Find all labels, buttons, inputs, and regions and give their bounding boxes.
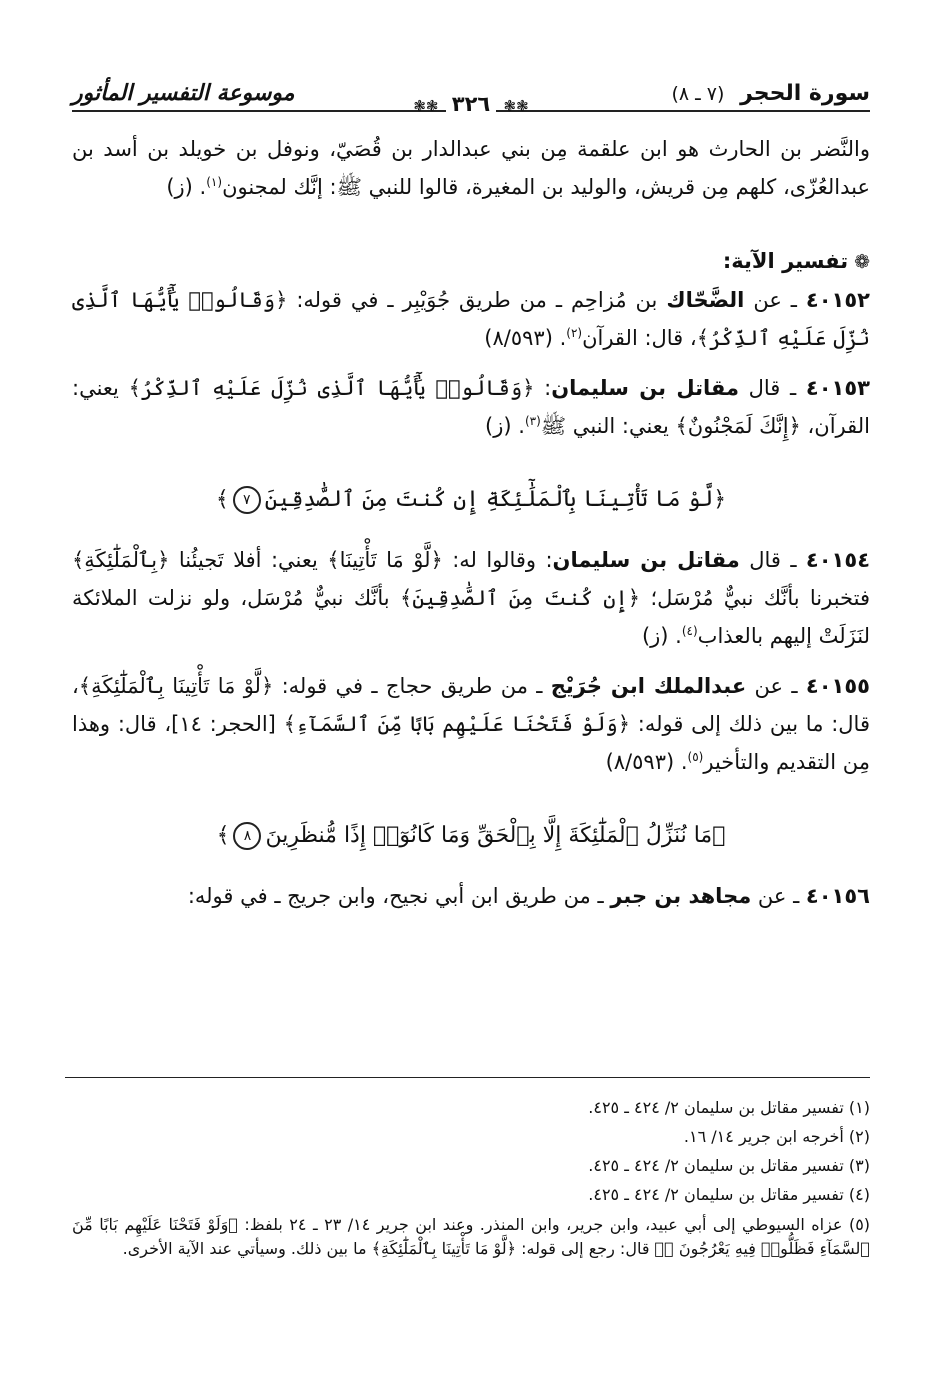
source-ref: . (٨/٥٩٣) [605, 750, 688, 774]
text: ـ قال [738, 376, 806, 400]
page-body [72, 130, 870, 915]
narration-40153 [72, 369, 870, 445]
footnote-ref-2[interactable]: (٢) [566, 326, 583, 340]
narrator-name: مقاتل بن سليمان [551, 376, 739, 400]
text: ـ من طريق حجاج ـ في قوله: [273, 674, 551, 698]
intro-end: . (ز) [166, 175, 207, 199]
quran-quote: ﴿إِنَّكَ لَمَجْنُونٌ﴾ [675, 414, 801, 438]
source-ref: . (ز) [485, 414, 525, 438]
quran-quote: ﴿لَّوْ مَا تَأْتِينَا﴾ [327, 548, 443, 572]
section-heading [72, 242, 870, 281]
narration-40156 [72, 877, 870, 915]
narration-40155 [72, 667, 870, 781]
ayah-number-icon: ٨ [233, 822, 261, 850]
quran-quote: ﴿لَّوْ مَا تَأْتِينَا بِٱلْمَلَٰٓئِكَةِ﴾ [78, 674, 274, 698]
footnote-4: (٤) تفسير مقاتل بن سليمان ٢/ ٤٢٤ ـ ٤٢٥. [588, 1185, 870, 1204]
verse-range: (٧ ـ ٨) [671, 83, 725, 105]
text: ، قال: ما بين ذلك إلى قوله: [72, 674, 870, 736]
narrator-name: مقاتل بن سليمان [552, 548, 740, 572]
quran-quote: ﴿إِن كُنتَ مِنَ ٱلصَّٰدِقِينَ﴾ [399, 586, 641, 610]
book-title: موسوعة التفسير المأثور [72, 81, 295, 106]
verse-close: ﴾ [216, 823, 230, 848]
flower-ornament-icon: ❁ [854, 251, 870, 273]
source-ref: . (ز) [641, 624, 682, 648]
text: ـ عن [746, 674, 806, 698]
narration-number: ٤٠١٥٣ [805, 376, 870, 400]
quran-quote: ﴿بِٱلْمَلَٰٓئِكَةِ﴾ [72, 548, 170, 572]
text: (٥) عزاه السيوطي إلى أبي عبيد، وابن جرير، وابن المنذر. وعند ابن جرير ١٤/ ٢٣ ـ ٢٤ بلفظ: [237, 1215, 871, 1234]
footnote-2: (٢) أخرجه ابن جرير ١٤/ ١٦. [683, 1127, 870, 1146]
text: فتخبرنا بأنَّك نبيٌّ مُرْسَل؛ [640, 586, 870, 610]
text: بأنَّك نبيٌّ مُرْسَل، ولو نزلت الملائكة لنَزَلَتْ إليهم بالعذاب [72, 586, 870, 648]
text: ـ عن [751, 884, 806, 908]
section-title: تفسير الآية: [722, 249, 849, 273]
text: ـ عن [744, 288, 806, 312]
text: يعني: النبي ﷺ [540, 414, 676, 438]
surah-name: سورة الحجر [740, 81, 870, 106]
intro-paragraph [72, 130, 870, 206]
narrator-name: مجاهد بن جبر [610, 884, 752, 908]
narrator-name: الضَّحّاك [666, 288, 745, 312]
intro-text: والنَّضر بن الحارث هو ابن علقمة مِن بني عبدالدار بن قُصَيّ، ونوفل بن خويلد بن أسد بن عبدالعُزّى، كلهم مِن قريش، والوليد بن المغيرة، قالوا للنبي ﷺ: إنَّك لمجنون [72, 137, 870, 199]
quran-quote: ﴿وَقَالُوا۟ يَٰٓأَيُّهَا ٱلَّذِى نُزِّلَ عَلَيْهِ ٱلذِّكْرُ﴾ [128, 376, 535, 400]
footnote-ref-1[interactable]: (١) [206, 175, 223, 189]
footnote-ref-5[interactable]: (٥) [687, 750, 704, 764]
text: يعني: أفلا تَجيئُنا [169, 548, 328, 572]
verse-8 [72, 817, 870, 855]
verse-text: ﴿مَا نُنَزِّلُ ٱلْمَلَٰٓئِكَةَ إِلَّا بِٱلْحَقِّ وَمَا كَانُوٓا۟ إِذًا مُّنظَرِينَ [265, 823, 726, 848]
page-number [0, 92, 942, 116]
narration-40152 [72, 281, 870, 357]
quran-quote: ﴿وَلَوْ فَتَحْنَا عَلَيْهِم بَابًا مِّنَ ٱلسَّمَآءِ فَظَلُّوا۟ فِيهِ يَعْرُجُونَ ⑭﴾ [72, 1215, 870, 1258]
text: [الحجر: ١٤]، قال: وهذا مِن التقديم والتأخير [72, 712, 870, 774]
source-ref: . (٨/٥٩٣) [484, 326, 567, 350]
verse-text: ﴿لَّوْ مَا تَأْتِينَا بِٱلْمَلَٰٓئِكَةِ إِن كُنتَ مِنَ ٱلصَّٰدِقِينَ [264, 487, 727, 512]
footnote-3: (٣) تفسير مقاتل بن سليمان ٢/ ٤٢٤ ـ ٤٢٥. [588, 1156, 870, 1175]
ornament-right-icon: ❃❃ [503, 97, 529, 115]
footnote-ref-4[interactable]: (٤) [681, 624, 698, 638]
text: ، قال: القرآن [582, 326, 697, 350]
quran-quote: ﴿لَّوْ مَا تَأْتِينَا بِٱلْمَلَٰٓئِكَةِ﴾ [371, 1239, 517, 1258]
footnotes [72, 1093, 870, 1261]
text: بن مُزاحِم ـ من طريق جُوَيْبِر ـ في قوله: [287, 288, 667, 312]
text: ـ قال [739, 548, 806, 572]
quran-quote: ﴿وَلَوْ فَتَحْنَا عَلَيْهِم بَابًا مِّنَ ٱلسَّمَآءِ﴾ [283, 712, 631, 736]
text: : [534, 376, 552, 400]
footnote-ref-3[interactable]: (٣) [524, 414, 541, 428]
footnote-divider [65, 1077, 870, 1078]
quran-quote: ﴿وَقَالُوا۟ يَٰٓأَيُّهَا ٱلَّذِى نُزِّلَ عَلَيْهِ ٱلذِّكْرُ﴾ [72, 288, 870, 350]
narrator-name: عبدالملك ابن جُرَيْج [550, 674, 747, 698]
text: يعني: القرآن، [72, 376, 870, 438]
narration-40154 [72, 541, 870, 655]
ornament-left-icon: ❃❃ [413, 97, 439, 115]
ayah-number-icon: ٧ [233, 486, 261, 514]
text: ما بين ذلك. وسيأتي عند الآية الأخرى. [122, 1239, 372, 1258]
page-number-value: ٣٢٦ [446, 92, 496, 116]
narration-number: ٤٠١٥٢ [805, 288, 870, 312]
narration-number: ٤٠١٥٤ [805, 548, 871, 572]
verse-close: ﴾ [215, 487, 229, 512]
narration-number: ٤٠١٥٦ [805, 884, 870, 908]
narration-number: ٤٠١٥٥ [805, 674, 870, 698]
footnote-1: (١) تفسير مقاتل بن سليمان ٢/ ٤٢٤ ـ ٤٢٥. [588, 1098, 870, 1117]
text: ـ من طريق ابن أبي نجيح، وابن جريج ـ في قوله: [187, 884, 611, 908]
footnote-5 [72, 1213, 870, 1261]
verse-7 [72, 481, 870, 519]
text: قال: رجع إلى قوله: [516, 1239, 655, 1258]
text: : وقالوا له: [442, 548, 553, 572]
